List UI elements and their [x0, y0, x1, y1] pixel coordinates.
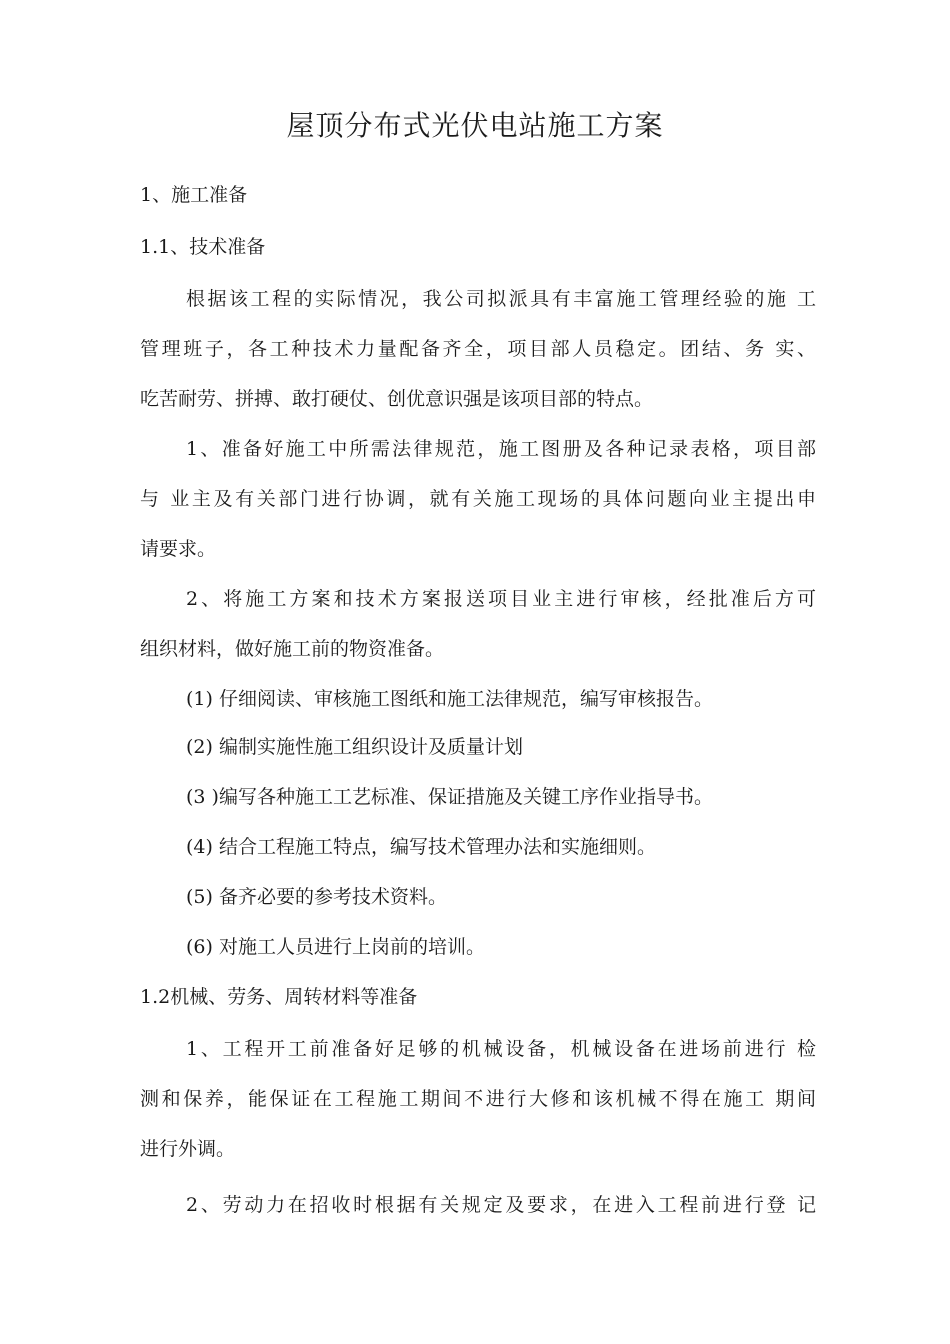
subsection-heading: 1.2机械、劳务、周转材料等准备 [140, 986, 418, 1008]
paragraph-line: 根据该工程的实际情况，我公司拟派具有丰富施工管理经验的施 工 [186, 288, 816, 310]
paragraph-line: 1、准备好施工中所需法律规范，施工图册及各种记录表格，项目部 [186, 438, 816, 460]
paragraph-line: 组织材料，做好施工前的物资准备。 [140, 638, 445, 660]
list-item: (3 )编写各种施工工艺标准、保证措施及关键工序作业指导书。 [186, 786, 713, 808]
list-item: (6) 对施工人员进行上岗前的培训。 [186, 936, 485, 958]
paragraph-line: 请要求。 [140, 538, 217, 560]
paragraph-line: 与 业主及有关部门进行协调，就有关施工现场的具体问题向业主提出申 [140, 488, 816, 510]
paragraph-line: 进行外调。 [140, 1138, 236, 1160]
paragraph-line: 2、将施工方案和技术方案报送项目业主进行审核，经批准后方可 [186, 588, 816, 610]
document-title: 屋顶分布式光伏电站施工方案 [286, 109, 664, 142]
subsection-heading: 1.1、技术准备 [140, 236, 266, 258]
list-item: (1) 仔细阅读、审核施工图纸和施工法律规范，编写审核报告。 [186, 688, 713, 710]
paragraph-line: 1、工程开工前准备好足够的机械设备，机械设备在进场前进行 检 [186, 1038, 816, 1060]
section-heading: 1、施工准备 [140, 184, 248, 206]
list-item: (2) 编制实施性施工组织设计及质量计划 [186, 736, 523, 758]
list-item: (4) 结合工程施工特点，编写技术管理办法和实施细则。 [186, 836, 656, 858]
paragraph-line: 吃苦耐劳、拼搏、敢打硬仗、创优意识强是该项目部的特点。 [140, 388, 654, 410]
list-item: (5) 备齐必要的参考技术资料。 [186, 886, 447, 908]
paragraph-line: 测和保养，能保证在工程施工期间不进行大修和该机械不得在施工 期间 [140, 1088, 816, 1110]
paragraph-line: 2、劳动力在招收时根据有关规定及要求，在进入工程前进行登 记 [186, 1194, 816, 1216]
paragraph-line: 管理班子，各工种技术力量配备齐全，项目部人员稳定。团结、务 实、 [140, 338, 816, 360]
